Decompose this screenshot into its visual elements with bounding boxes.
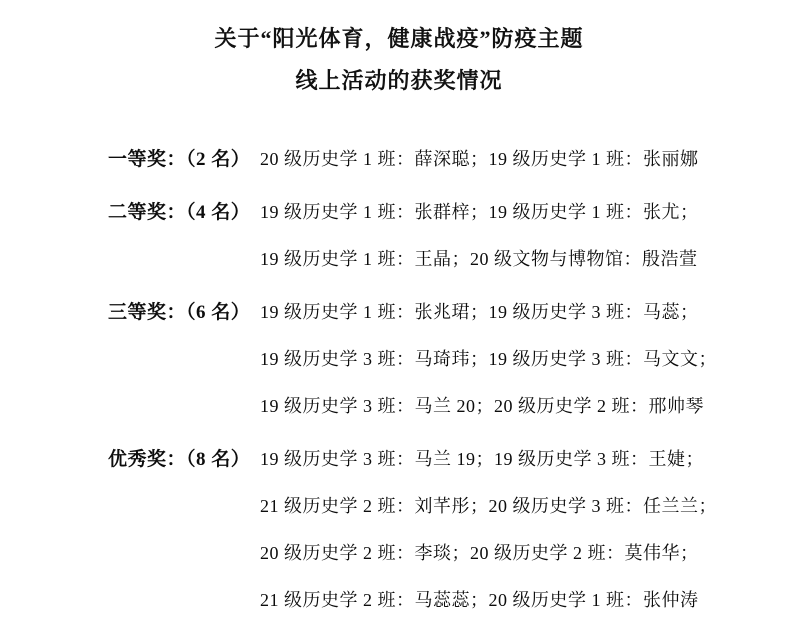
award-entries: 19 级历史学 3 班：马兰 19；19 级历史学 3 班：王婕；: [260, 449, 704, 469]
award-entries: 20 级历史学 1 班：薛深聪；19 级历史学 1 班：张丽娜: [260, 149, 699, 169]
award-entries: 19 级历史学 1 班：张兆珺；19 级历史学 3 班：马蕊；: [260, 302, 699, 322]
award-row: [108, 530, 728, 577]
award-group-third-prize: [108, 289, 728, 430]
award-group-first-prize: [108, 136, 728, 183]
award-entries: 19 级历史学 3 班：马琦玮；19 级历史学 3 班：马文文；: [260, 349, 717, 369]
award-row: [108, 189, 728, 236]
award-row: [108, 336, 728, 383]
award-row: [108, 483, 728, 530]
award-list: [0, 136, 798, 624]
award-entries: 21 级历史学 2 班：马蕊蕊；20 级历史学 1 班：张仲涛: [260, 590, 699, 610]
award-row: [108, 289, 728, 336]
award-group-excellence-prize: [108, 436, 728, 624]
award-row: [108, 383, 728, 430]
award-entries: 20 级历史学 2 班：李琰；20 级历史学 2 班：莫伟华；: [260, 543, 699, 563]
award-group-second-prize: [108, 189, 728, 283]
title-line-1: 关于“阳光体育，健康战疫”防疫主题: [214, 26, 584, 51]
award-row: [108, 577, 728, 624]
award-entries: 19 级历史学 1 班：王晶；20 级文物与博物馆：殷浩萱: [260, 249, 698, 269]
award-entries: 19 级历史学 1 班：张群梓；19 级历史学 1 班：张尤；: [260, 202, 699, 222]
award-label-excellence-prize: 优秀奖：（8 名）: [108, 449, 251, 470]
award-row: [108, 236, 728, 283]
document-title: [0, 0, 798, 102]
award-entries: 21 级历史学 2 班：刘芊彤；20 级历史学 3 班：任兰兰；: [260, 496, 717, 516]
award-entries: 19 级历史学 3 班：马兰 20；20 级历史学 2 班：邢帅琴: [260, 396, 704, 416]
award-label-first-prize: 一等奖：（2 名）: [108, 149, 251, 170]
award-label-second-prize: 二等奖：（4 名）: [108, 202, 251, 223]
award-row: [108, 436, 728, 483]
title-line-2: 线上活动的获奖情况: [295, 68, 503, 93]
award-row: [108, 136, 728, 183]
award-label-third-prize: 三等奖：（6 名）: [108, 302, 251, 323]
